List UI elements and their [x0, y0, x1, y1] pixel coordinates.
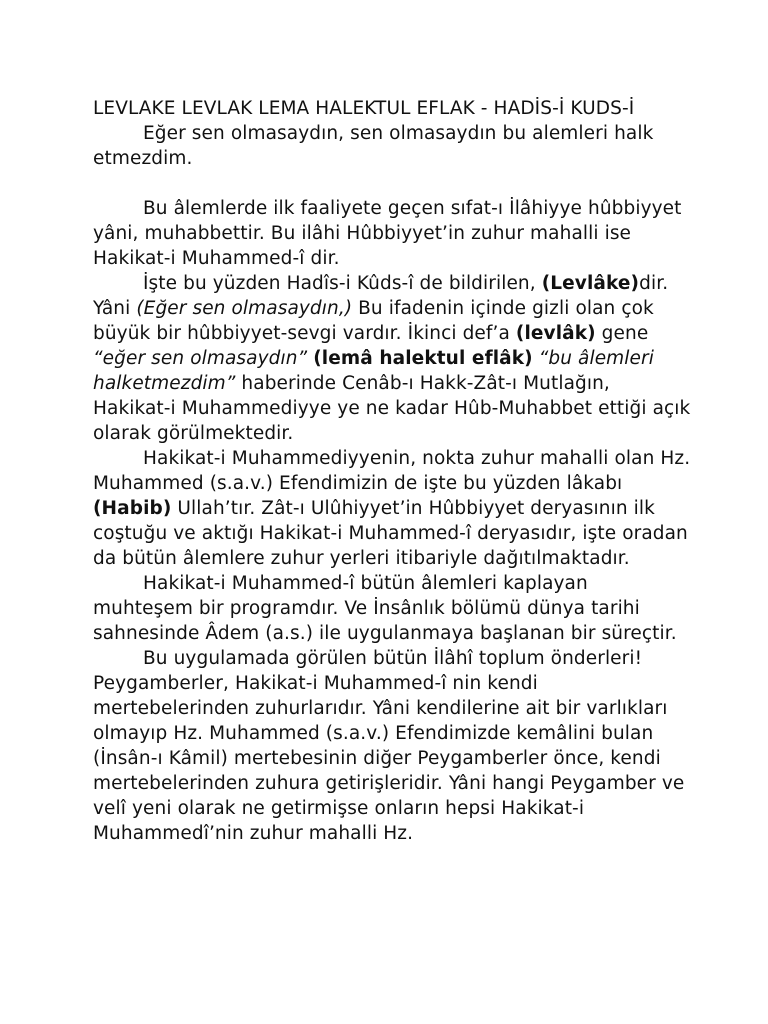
paragraph-4 [93, 446, 693, 571]
text-run: İşte bu yüzden Hadîs-i Kûds-î de bildirilen, [143, 273, 542, 294]
italic-quote: “bu âlemleri halketmezdim” [93, 348, 654, 394]
text-run: dir. Yâni [93, 273, 669, 319]
bold-term-levlake: (Levlâke) [541, 273, 640, 294]
document-title: LEVLAKE LEVLAK LEMA HALEKTUL EFLAK - HADİS-İ KUDS-İ [93, 98, 635, 119]
paragraph-3 [93, 271, 693, 446]
document-page [93, 96, 693, 846]
italic-quote: (Eğer sen olmasaydın,) [136, 298, 353, 319]
text-run: haberinde Cenâb-ı Hakk-Zât-ı Mutlağın, Hakikat-i Muhammediyye ye ne kadar Hûb-Muhabbet ettiği açık olarak görülmektedir. [93, 373, 691, 444]
paragraph-2: Bu âlemlerde ilk faaliyete geçen sıfat-ı İlâhiyye hûbbiyyet yâni, muhabbettir. Bu ilâhi Hûbbiyyet’in zuhur mahalli ise Hakikat-i Muhammed-î dir. [93, 198, 682, 269]
italic-quote: “eğer sen olmasaydın” [93, 348, 308, 369]
paragraph-5: Hakikat-i Muhammed-î bütün âlemleri kaplayan muhteşem bir programdır. Ve İnsânlık bölümü dünya tarihi sahnesinde Âdem (a.s.) ile uygulanmaya başlanan bir süreçtir. [93, 573, 677, 644]
bold-term-habib: (Habib) [93, 498, 172, 519]
paragraph-6: Bu uygulamada görülen bütün İlâhî toplum önderleri! Peygamberler, Hakikat-i Muhammed-î nin kendi mertebelerinden zuhurlarıdır. Yâni kendilerine ait bir varlıkları olmayıp Hz. Muhammed (s.a.v.) Efendimizde kemâlini bulan (İnsân-ı Kâmil) mertebesinin diğer Peygamberler önce, kendi mertebelerinden zuhura getirişleridir. Yâni hangi Peygamber ve velî yeni olarak ne getirmişse onların hepsi Hakikat-i Muhammedî’nin zuhur mahalli Hz. [93, 648, 685, 844]
bold-term-levlak: (levlâk) [515, 323, 596, 344]
blank-line [93, 171, 693, 196]
text-run: gene [595, 323, 649, 344]
text-run: Bu ifadenin içinde gizli olan çok büyük bir hûbbiyyet-sevgi vardır. İkinci def’a [93, 298, 654, 344]
paragraph-1: Eğer sen olmasaydın, sen olmasaydın bu alemleri halk etmezdim. [93, 123, 654, 169]
text-run: Ullah’tır. Zât-ı Ulûhiyyet’in Hûbbiyyet deryasının ilk coştuğu ve aktığı Hakikat-i Muhammed-î deryasıdır, işte oradan da bütün âlemlere zuhur yerleri itibariyle dağıtılmaktadır. [93, 498, 688, 569]
text-run: Hakikat-i Muhammediyyenin, nokta zuhur mahalli olan Hz. Muhammed (s.a.v.) Efendimizin de işte bu yüzden lâkabı [93, 448, 691, 494]
bold-term-lema-halektul-eflak: (lemâ halektul eflâk) [313, 348, 533, 369]
